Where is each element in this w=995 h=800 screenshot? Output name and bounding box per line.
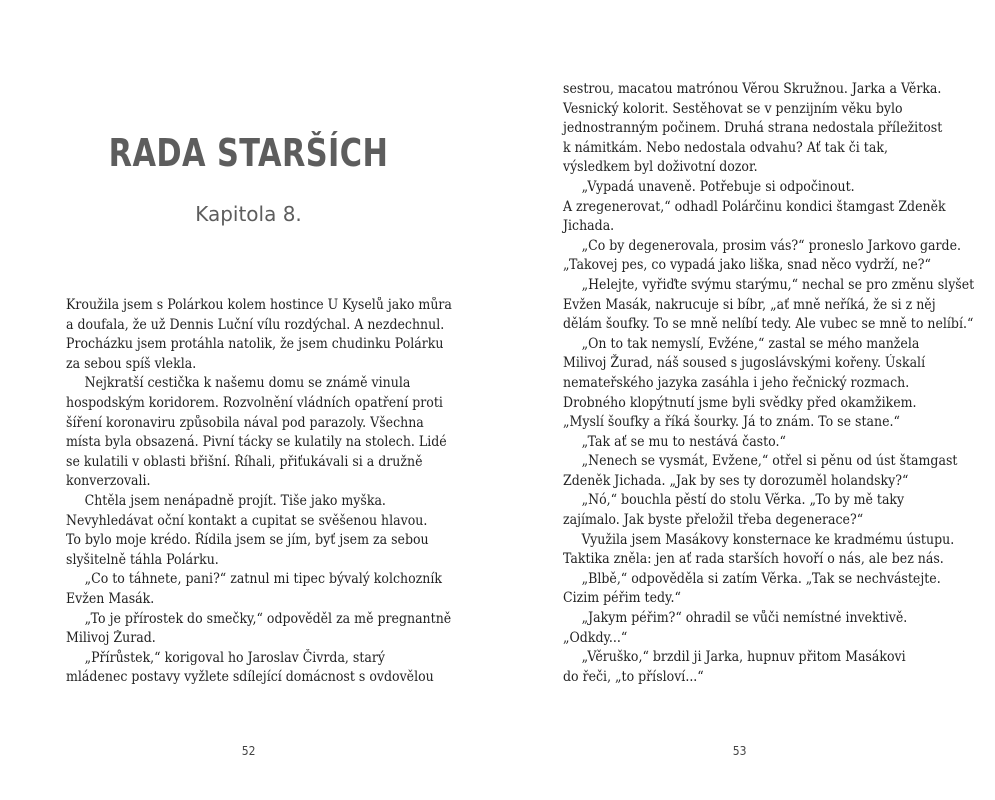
text-line: Nevyhledávat oční kontakt a cupitat se svěšenou hlavou.: [66, 512, 428, 529]
text-line: Evžen Masák.: [66, 590, 155, 607]
text-line: „Helejte, vyřiďte svýmu starýmu,“ nechal se pro změnu slyšet: [581, 276, 975, 293]
text-line: Drobného klopýtnutí jsme byli svědky před okamžikem.: [563, 394, 917, 411]
text-line: Chtěla jsem nenápadně projít. Tiše jako myška.: [84, 492, 386, 509]
text-line: To bylo moje krédo. Řídila jsem se jím, byť jsem za sebou: [66, 532, 429, 549]
text-line: „Přírůstek,“ korigoval ho Jaroslav Čivrda, starý: [84, 649, 385, 666]
text-line: šíření koronaviru způsobila nával pod parazoly. Všechna: [66, 414, 424, 431]
text-line: do řeči, „to přísloví...“: [563, 668, 704, 685]
right-page-body-text: [563, 80, 995, 687]
text-line: hospodským koridorem. Rozvolnění vládních opatření proti: [66, 394, 443, 411]
text-line: slyšitelně táhla Polárku.: [66, 551, 219, 568]
text-line: Vesnický kolorit. Sestěhovat se v penzijním věku bylo: [563, 100, 903, 117]
text-line: jednostranným počinem. Druhá strana nedostala příležitost: [563, 120, 943, 137]
chapter-title: RADA STARŠÍCH: [108, 131, 389, 175]
text-line: sestrou, macatou matrónou Věrou Skružnou. Jarka a Věrka.: [563, 81, 942, 97]
text-line: „Blbě,“ odpověděla si zatím Věrka. „Tak se nechvástejte.: [581, 570, 941, 587]
text-line: Taktika zněla: jen ať rada starších hovoří o nás, ale bez nás.: [563, 551, 944, 568]
text-line: „To je přírostek do smečky,“ odpověděl za mě pregnantně: [84, 610, 452, 627]
text-line: Milivoj Žurad, náš soused s jugoslávskými kořeny. Úskalí: [563, 355, 926, 372]
text-line: k námitkám. Nebo nedostala odvahu? Ať tak či tak,: [563, 139, 888, 156]
text-line: Milivoj Žurad.: [66, 630, 156, 647]
text-line: „Věruško,“ brzdil ji Jarka, hupnuv přitom Masákovi: [581, 649, 906, 666]
text-line: „Tak ať se mu to nestává často.“: [581, 433, 786, 450]
text-line: „Takovej pes, co vypadá jako liška, snad něco vydrží, ne?“: [563, 257, 931, 274]
left-page-body-text: [66, 296, 481, 688]
text-line: Využila jsem Masákovy konsternace ke kradmému ústupu.: [581, 531, 955, 548]
text-line: Cizim péřim tedy.“: [563, 590, 681, 607]
text-line: A zregenerovat,“ odhadl Polárčinu kondici štamgast Zdeněk: [563, 198, 946, 215]
text-line: zajímalo. Jak byste přeložil třeba degenerace?“: [563, 512, 864, 529]
text-line: mládenec postavy vyžlete sdílející domácnost s ovdovělou: [66, 669, 434, 686]
text-line: Nejkratší cestička k našemu domu se známě vinula: [84, 375, 411, 392]
left-page: [0, 0, 497, 800]
text-line: a doufala, že už Dennis Luční vílu rozdýchal. A nezdechnul.: [66, 316, 445, 333]
text-line: Jichada.: [563, 218, 615, 235]
text-line: „Jakym péřim?“ ohradil se vůči nemístné invektivě.: [581, 610, 908, 627]
right-page: [497, 0, 995, 800]
text-line: dělám šoufky. To se mně nelíbí tedy. Ale vubec se mně to nelíbí.“: [563, 316, 974, 333]
text-line: „Odkdy...“: [563, 629, 628, 646]
text-line: „Co by degenerovala, prosim vás?“ proneslo Jarkovo garde.: [581, 237, 961, 254]
chapter-subtitle: Kapitola 8.: [195, 202, 302, 226]
text-line: Procházku jsem protáhla natolik, že jsem chudinku Polárku: [66, 336, 444, 353]
text-line: „Nenech se vysmát, Evžene,“ otřel si pěnu od úst štamgast: [581, 453, 958, 470]
text-line: Zdeněk Jichada. „Jak by ses ty dorozuměl holandsky?“: [563, 472, 909, 489]
text-line: výsledkem byl doživotní dozor.: [563, 159, 758, 176]
text-line: místa byla obsazená. Pivní tácky se kulatily na stolech. Lidé: [66, 434, 447, 451]
text-line: „Myslí šoufky a říká šourky. Já to znám. To se stane.“: [563, 414, 900, 431]
text-line: „Vypadá unaveně. Potřebuje si odpočinout.: [581, 178, 855, 195]
text-line: Evžen Masák, nakrucuje si bíbr, „ať mně neříká, že si z něj: [563, 296, 936, 313]
text-line: nemateřského jazyka zasáhla i jeho řečnický rozmach.: [563, 374, 910, 391]
right-page-number: 53: [732, 744, 747, 758]
text-line: „Nó,“ bouchla pěstí do stolu Věrka. „To by mě taky: [581, 492, 905, 509]
text-line: Kroužila jsem s Polárkou kolem hostince U Kyselů jako můra: [66, 297, 452, 313]
left-page-number: 52: [241, 744, 256, 758]
text-line: „On to tak nemyslí, Evžéne,“ zastal se mého manžela: [581, 335, 920, 352]
text-line: za sebou spíš vlekla.: [66, 355, 197, 372]
text-line: konverzovali.: [66, 473, 151, 490]
text-line: „Co to táhnete, pani?“ zatnul mi tipec bývalý kolchozník: [84, 571, 442, 588]
text-line: se kulatili v oblasti břišní. Říhali, přiťukávali si a družně: [66, 453, 423, 470]
